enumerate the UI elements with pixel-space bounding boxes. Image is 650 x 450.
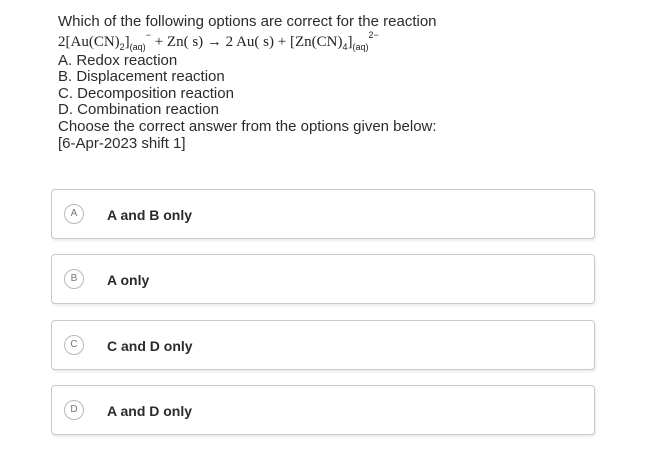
option-b-label: A only bbox=[107, 272, 150, 288]
option-a-label: A and B only bbox=[107, 207, 193, 223]
reaction-equation bbox=[58, 31, 638, 53]
statement-d: D. Combination reaction bbox=[58, 101, 219, 119]
product-zinc-cyanide-bracket: ] bbox=[347, 33, 353, 50]
plus-sign-1: + bbox=[150, 33, 167, 50]
reactant-zinc: Zn( s) bbox=[166, 33, 204, 50]
option-d-badge: D bbox=[64, 400, 84, 420]
question-source: [6-Apr-2023 shift 1] bbox=[58, 134, 186, 152]
option-b-badge: B bbox=[64, 269, 84, 289]
question-instruction: Choose the correct answer from the options given below: bbox=[58, 117, 437, 135]
option-a-badge: A bbox=[64, 204, 84, 224]
reactant-aurocyanide-bracket: ] bbox=[124, 33, 130, 50]
product-zinc-cyanide-charge: 2− bbox=[368, 29, 379, 40]
option-b[interactable] bbox=[51, 254, 595, 304]
option-c-badge: C bbox=[64, 335, 84, 355]
statement-c: C. Decomposition reaction bbox=[58, 84, 234, 102]
option-c[interactable] bbox=[51, 320, 595, 370]
question-stem: Which of the following options are correct for the reaction bbox=[58, 13, 437, 30]
product-gold: 2 Au( s) bbox=[225, 33, 275, 50]
option-a[interactable] bbox=[51, 189, 595, 239]
question-block bbox=[58, 14, 638, 152]
option-d[interactable] bbox=[51, 385, 595, 435]
option-d-label: A and D only bbox=[107, 403, 193, 419]
option-c-label: C and D only bbox=[107, 338, 193, 354]
product-zinc-cyanide: [Zn(CN) bbox=[289, 33, 343, 50]
product-zinc-cyanide-subscript: 4 bbox=[342, 41, 348, 52]
reactant-aurocyanide-subscript: 2 bbox=[119, 41, 125, 52]
statement-a: A. Redox reaction bbox=[58, 51, 178, 69]
product-zinc-cyanide-state: (aq) bbox=[352, 41, 369, 52]
reactant-aurocyanide: 2[Au(CN) bbox=[58, 33, 120, 50]
reactant-aurocyanide-state: (aq) bbox=[129, 41, 146, 52]
reactant-aurocyanide-charge: − bbox=[145, 29, 151, 40]
plus-sign-2: + bbox=[274, 33, 290, 50]
statement-b: B. Displacement reaction bbox=[58, 68, 225, 86]
reaction-arrow: → bbox=[203, 33, 226, 50]
